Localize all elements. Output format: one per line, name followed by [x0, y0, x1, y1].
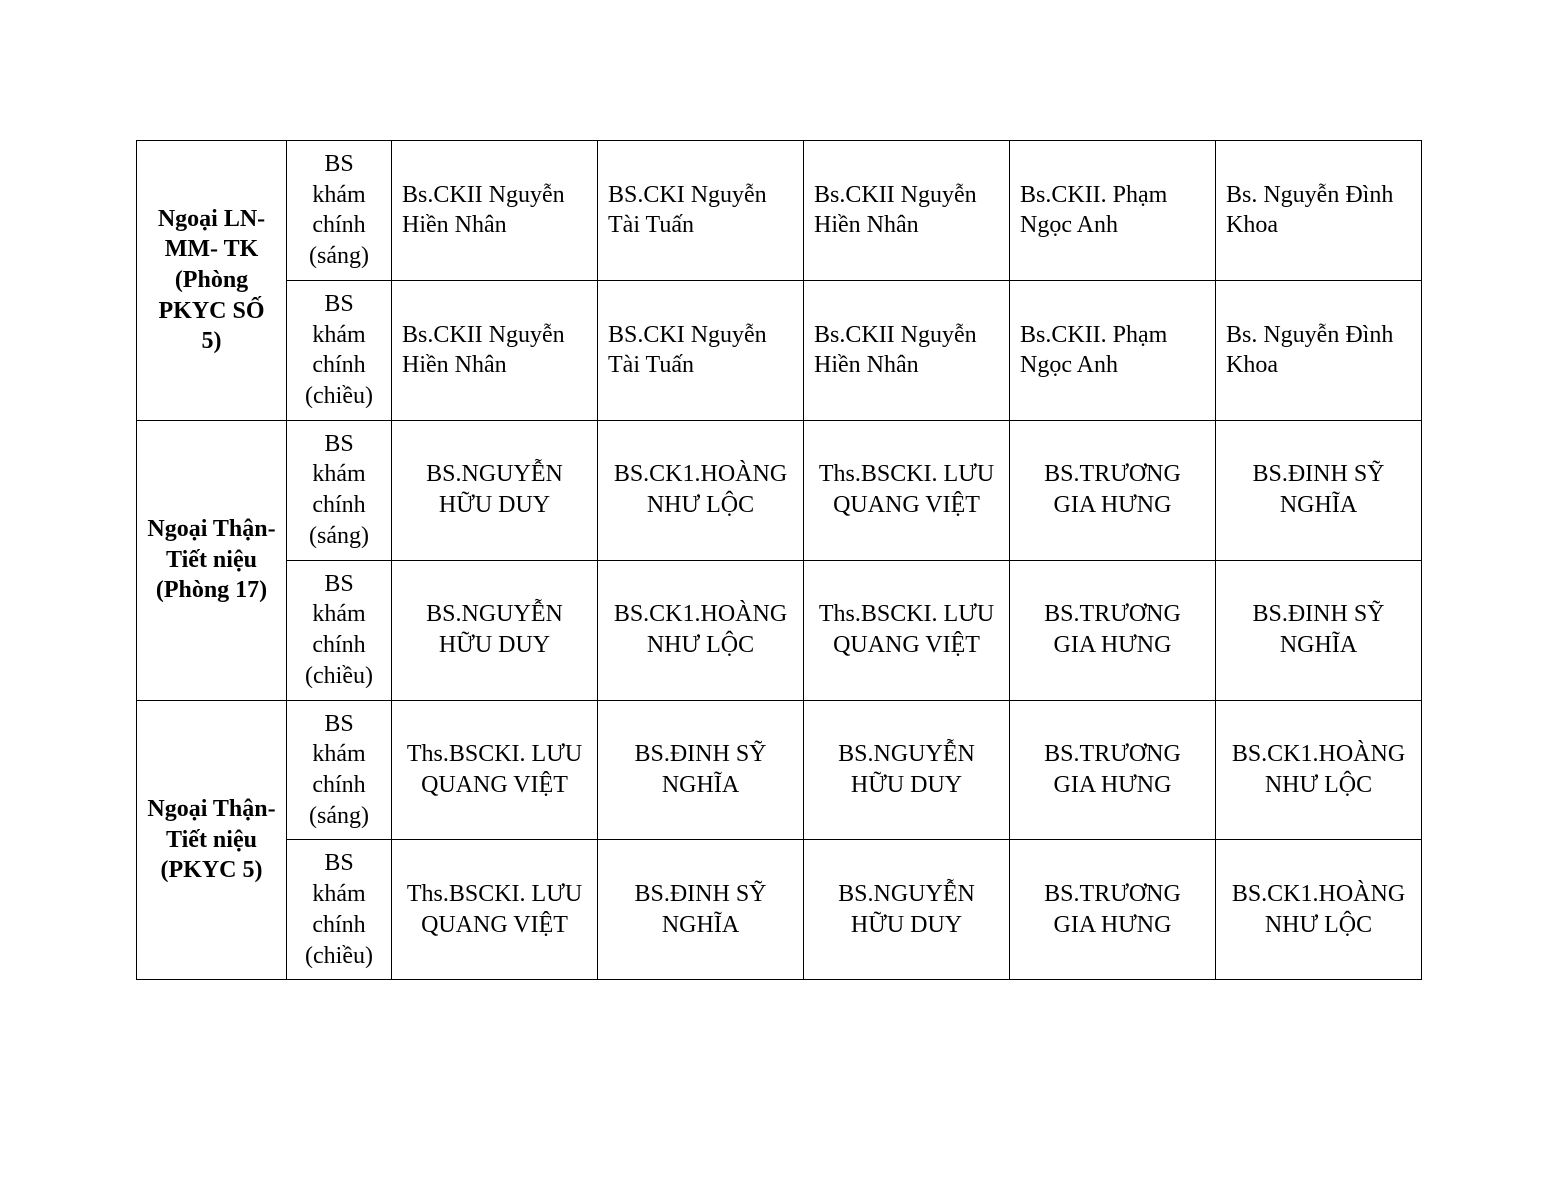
- doctor-cell: BS.CK1.HOÀNG NHƯ LỘC: [598, 420, 804, 560]
- shift-cell: BS khám chính (sáng): [287, 700, 392, 840]
- doctor-cell: BS.ĐINH SỸ NGHĨA: [598, 840, 804, 980]
- doctor-cell: Ths.BSCKI. LƯU QUANG VIỆT: [392, 840, 598, 980]
- department-cell: Ngoại Thận-Tiết niệu (PKYC 5): [137, 700, 287, 980]
- table-row: [137, 700, 1422, 840]
- doctor-cell: Bs.CKII Nguyễn Hiền Nhân: [804, 280, 1010, 420]
- doctor-cell: BS.NGUYỄN HỮU DUY: [392, 560, 598, 700]
- doctor-cell: BS.TRƯƠNG GIA HƯNG: [1010, 840, 1216, 980]
- doctor-cell: BS.CK1.HOÀNG NHƯ LỘC: [1216, 840, 1422, 980]
- doctor-cell: Ths.BSCKI. LƯU QUANG VIỆT: [392, 700, 598, 840]
- doctor-cell: Bs.CKII. Phạm Ngọc Anh: [1010, 141, 1216, 281]
- doctor-cell: BS.TRƯƠNG GIA HƯNG: [1010, 700, 1216, 840]
- shift-cell: BS khám chính (sáng): [287, 141, 392, 281]
- doctor-cell: BS.CKI Nguyễn Tài Tuấn: [598, 280, 804, 420]
- doctor-cell: Bs.CKII. Phạm Ngọc Anh: [1010, 280, 1216, 420]
- doctor-cell: Bs.CKII Nguyễn Hiền Nhân: [804, 141, 1010, 281]
- doctor-cell: BS.TRƯƠNG GIA HƯNG: [1010, 560, 1216, 700]
- doctor-cell: BS.CK1.HOÀNG NHƯ LỘC: [1216, 700, 1422, 840]
- shift-cell: BS khám chính (chiều): [287, 840, 392, 980]
- doctor-cell: BS.NGUYỄN HỮU DUY: [804, 840, 1010, 980]
- doctor-cell: Bs.CKII Nguyễn Hiền Nhân: [392, 280, 598, 420]
- doctor-cell: BS.TRƯƠNG GIA HƯNG: [1010, 420, 1216, 560]
- shift-cell: BS khám chính (chiều): [287, 560, 392, 700]
- table-row: [137, 840, 1422, 980]
- table-row: [137, 560, 1422, 700]
- shift-cell: BS khám chính (chiều): [287, 280, 392, 420]
- doctor-cell: BS.NGUYỄN HỮU DUY: [804, 700, 1010, 840]
- department-cell: Ngoại Thận-Tiết niệu (Phòng 17): [137, 420, 287, 700]
- shift-cell: BS khám chính (sáng): [287, 420, 392, 560]
- table-row: [137, 280, 1422, 420]
- table-row: [137, 420, 1422, 560]
- doctor-cell: Bs. Nguyễn Đình Khoa: [1216, 280, 1422, 420]
- doctor-cell: Bs.CKII Nguyễn Hiền Nhân: [392, 141, 598, 281]
- doctor-cell: BS.CK1.HOÀNG NHƯ LỘC: [598, 560, 804, 700]
- doctor-cell: Ths.BSCKI. LƯU QUANG VIỆT: [804, 560, 1010, 700]
- doctor-cell: BS.ĐINH SỸ NGHĨA: [1216, 420, 1422, 560]
- doctor-cell: BS.ĐINH SỸ NGHĨA: [598, 700, 804, 840]
- schedule-body: [137, 141, 1422, 980]
- doctor-cell: Bs. Nguyễn Đình Khoa: [1216, 141, 1422, 281]
- doctor-cell: BS.CKI Nguyễn Tài Tuấn: [598, 141, 804, 281]
- doctor-cell: Ths.BSCKI. LƯU QUANG VIỆT: [804, 420, 1010, 560]
- table-row: [137, 141, 1422, 281]
- doctor-schedule-table: [136, 140, 1422, 980]
- doctor-cell: BS.ĐINH SỸ NGHĨA: [1216, 560, 1422, 700]
- department-cell: Ngoại LN- MM- TK (Phòng PKYC SỐ 5): [137, 141, 287, 421]
- doctor-cell: BS.NGUYỄN HỮU DUY: [392, 420, 598, 560]
